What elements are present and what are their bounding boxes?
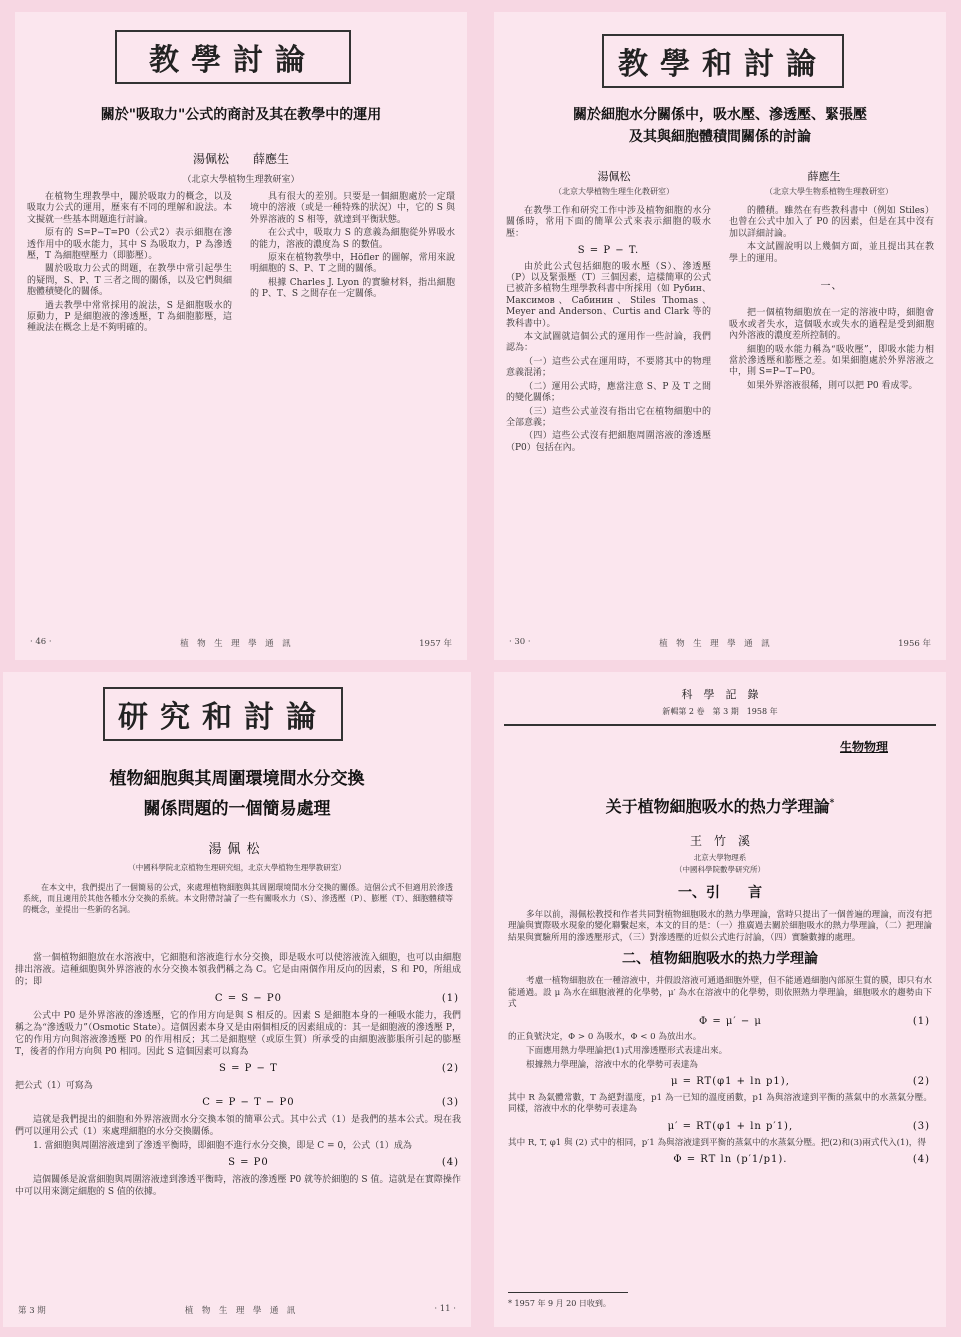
page-footer — [18, 1304, 456, 1316]
paragraph: 多年以前，湯佩松教授和作者共同對植物細胞吸水的熱力學理論，當時只提出了一個普遍的理論，而沒有把理論與實際吸水現象的變化聯繫起來，本文的目的是：（一）推廣過去關於細胞吸水的熱力學理論，（二）把理論結果與實驗所用的滲透壓形式，（三）對滲透壓的近似公式進行討論，（四）實驗數據的處理。 — [508, 909, 932, 943]
paragraph: （二）運用公式時，應當注意 S、P 及 T 之間的變化關係； — [506, 381, 711, 404]
section-heading-1: 一、引 言 — [678, 885, 762, 901]
column-left — [506, 206, 711, 631]
footer-page: · 30 · — [509, 637, 531, 647]
equation-4 — [508, 1154, 932, 1166]
article-title-line2: 關係問題的一個簡易處理 — [143, 799, 331, 819]
article-title — [504, 794, 936, 817]
equation-number: (4) — [441, 1157, 459, 1168]
section-number: 一、 — [820, 281, 843, 293]
equation-number: (4) — [912, 1154, 930, 1166]
equation-text: C = P − T − P0 — [202, 1097, 295, 1108]
equation-3 — [508, 1121, 932, 1133]
article-authors: 湯佩松 薛應生 — [192, 152, 289, 166]
paragraph: 其中 R 為氣體常數，T 為絕對溫度，p1 為一已知的溫度函數，p1 為與溶液達到平衡的蒸氣中的水蒸氣分壓。同樣，溶液中水的化學勢可表達為 — [508, 1092, 932, 1115]
footer-journal: 植 物 生 理 學 通 訊 — [184, 1306, 296, 1316]
footer-year: 1956 年 — [898, 639, 931, 649]
equation-number: (1) — [441, 993, 459, 1004]
paragraph: （一）這些公式在運用時，不要將其中的物理意義混淆； — [506, 356, 711, 379]
equation-number: (2) — [912, 1076, 930, 1088]
column-left — [27, 192, 232, 632]
paragraph: 考慮一植物細胞放在一種溶液中，并假設溶液可通過細胞外壁，但不能通過細胞內部原生質的膜，即只有水能通過。設 μ 為水在細胞液裡的化學勢，μ′ 為水在溶液中的化學勢，則依照熱力學理論，細胞吸水的趨勢由下式 — [508, 975, 932, 1010]
affiliation-1: （北京大學植物生理生化教研室） — [554, 187, 674, 196]
paragraph: 這個關係是說當細胞與周圍溶液達到滲透平衡時，溶液的滲透壓 P0 就等於細胞的 S 值。這就是在實際操作中可以用來測定細胞的 S 值的依據。 — [15, 1175, 461, 1197]
footer-journal: 植 物 生 理 學 通 訊 — [180, 639, 291, 649]
paragraph: 具有很大的差別。只要是一個細胞處於一定環境中的溶液（或是一種特殊的狀況）中，它的 S 與外界溶液的 S 相等，就達到平衡狀態。 — [250, 192, 455, 225]
banner-box — [103, 687, 343, 741]
formula: S = P − T. — [577, 245, 640, 257]
paragraph: 把一個植物細胞放在一定的溶液中時，細胞會吸水或者失水，這個吸水或失水的過程是受到細胞內外溶液的濃度差所控制的。 — [729, 308, 934, 342]
paragraph: 這就是我們提出的細胞和外界溶液間水分交換本領的簡單公式。其中公式（1）是我們的基本公式。現在我們可以運用公式（1）來處理細胞的水分交換關係。 — [15, 1115, 461, 1137]
equation-1 — [15, 993, 461, 1005]
column-right — [729, 206, 934, 631]
equation-2 — [508, 1076, 932, 1088]
equation-number: (3) — [912, 1120, 930, 1132]
equation-4 — [15, 1157, 461, 1169]
paragraph: 的正負號決定，Φ > 0 為吸水，Φ < 0 為放出水。 — [508, 1032, 702, 1043]
footnote: * 1957 年 9 月 20 日收到。 — [508, 1299, 611, 1308]
affiliation-2: （北京大學生物系植物生理教研室） — [765, 187, 893, 196]
paragraph: 其中 R, T, φ1 與 (2) 式中的相同，p′1 為與溶液達到平衡的蒸氣中的水蒸氣分壓。把(2)和(3)兩式代入(1)，得 — [508, 1137, 926, 1148]
article-title-text: 关于植物細胞吸水的热力学理論 — [605, 797, 830, 816]
abstract — [23, 882, 453, 917]
page-footer — [509, 637, 931, 649]
banner-text: 教學和討論 — [618, 47, 828, 82]
paragraph: 過去教學中常常採用的說法，S 是細胞吸水的原動力，P 是細胞液的滲透壓，T 為細胞膨壓，這種說法在概念上是不夠明確的。 — [27, 300, 232, 334]
equation-text: C = S − P0 — [214, 993, 282, 1004]
paragraph: 本文試圖說明以上幾個方面，並且提出其在教學上的運用。 — [729, 242, 934, 264]
abstract-text: 在本文中，我們提出了一個簡易的公式，來處理植物細胞與其周圍環境間水分交換的關係。這個公式不但適用於滲透系統，而且適用於其他各種水分交換的系統。本文附帶討論了一些有關吸水力（S）、滲透壓（P）、膨壓（T）、細胞體積等的概念，並提出一些新的名詞。 — [23, 883, 453, 914]
paragraph: 如果外界溶液很稀，則可以把 P0 看成零。 — [747, 380, 918, 391]
article-title-line1: 關於細胞水分關係中，吸水壓、滲透壓、緊張壓 — [573, 107, 867, 123]
section-heading-2: 二、植物細胞吸水的热力学理論 — [622, 951, 818, 968]
paragraph: 下面應用熱力學理論把(1)式用滲透壓形式表達出來。 — [526, 1045, 728, 1056]
equation-text: μ′ = RT(φ1 + ln p′1), — [667, 1120, 794, 1132]
footer-year: 1957 年 — [419, 639, 452, 649]
equation-text: S = P − T — [219, 1063, 278, 1074]
paragraph: 原有的 S=P−T=P0（公式2）表示細胞在滲透作用中的吸水能力，其中 S 為吸取力，P 為滲透壓，T 為細胞壁壓力（即膨壓）。 — [27, 228, 232, 262]
equation-text: Φ = μ′ − μ — [698, 1015, 762, 1027]
article-author: 王 竹 溪 — [689, 834, 750, 848]
footer-journal: 植 物 生 理 學 通 訊 — [659, 639, 770, 649]
equation-number: (1) — [912, 1015, 930, 1027]
page-footer — [30, 637, 452, 649]
author-2: 薛應生 — [807, 170, 841, 183]
affiliation-2: （中國科學院數學研究所） — [675, 865, 765, 874]
header-rule — [504, 724, 936, 726]
article-panel-bottom-right — [494, 672, 946, 1327]
body-text — [508, 878, 932, 1283]
footer-page: · 46 · — [30, 637, 52, 647]
paragraph: （四）這些公式沒有把細胞周圍溶液的滲透壓（P0）包括在內。 — [506, 431, 711, 453]
paragraph: 在公式中，吸取力 S 的意義為細胞從外界吸水的能力，溶液的濃度為 S 的數值。 — [250, 228, 455, 250]
equation-number: (2) — [441, 1063, 459, 1074]
article-panel-top-right — [494, 12, 946, 660]
article-panel-top-left — [15, 12, 467, 660]
equation-1 — [508, 1016, 932, 1028]
banner-text: 研究和討論 — [118, 700, 328, 735]
paragraph: 在植物生理教學中，關於吸取力的概念，以及吸取力公式的運用，歷來有不同的理解和說法。本文擬就一些基本問題進行討論。 — [27, 192, 232, 225]
paragraph: 本文試圖就這個公式的運用作一些討論，我們認為： — [506, 332, 711, 354]
article-author: 湯佩松 — [208, 842, 266, 857]
paragraph: 根據 Charles J. Lyon 的實驗材料，指出細胞的 P、T、S 之間存在一定關係。 — [250, 277, 455, 300]
paragraph: 原來在植物教學中，Höfler 的圖解，常用來說明細胞的 S、P、T 之間的關係。 — [250, 253, 455, 275]
equation-text: S = P0 — [228, 1157, 269, 1168]
category-label: 生物物理 — [839, 740, 888, 754]
banner-text: 教學討論 — [149, 43, 317, 78]
paragraph: 當一個植物細胞放在水溶液中，它細胞和溶液進行水分交換，即是吸水可以使溶液流入細胞，也可以由細胞排出溶液。這種細胞與外界溶液的水分交換本領我們稱之為 C。它是由兩個作用反向的因素，S 和 P0，所組成的；即 — [15, 953, 461, 987]
article-title: 關於"吸取力"公式的商討及其在教學中的運用 — [100, 107, 382, 123]
paragraph: 關於吸取力公式的問題，在教學中常引起學生的疑問，S、P、T 三者之間的關係，以及它們與細胞體積變化的關係。 — [27, 264, 232, 298]
banner-box — [115, 30, 351, 84]
author-1: 湯佩松 — [597, 170, 631, 183]
footer-page: · 11 · — [434, 1304, 456, 1314]
equation-3 — [15, 1097, 461, 1109]
paragraph: 把公式（1）可寫為 — [15, 1081, 93, 1091]
journal-name: 科 學 記 錄 — [681, 688, 759, 701]
affiliation-1: 北京大學物理系 — [693, 853, 747, 862]
article-title-line2: 及其與細胞體積間關係的討論 — [629, 129, 811, 145]
paragraph: 1. 當細胞與周圍溶液達到了滲透平衡時，即細胞不進行水分交換，即是 C = 0，公式（1）成為 — [33, 1141, 412, 1151]
equation-2 — [15, 1063, 461, 1075]
article-title-line1: 植物細胞與其周圍環境間水分交換 — [109, 769, 365, 789]
paragraph: 在教學工作和研究工作中涉及植物細胞的水分關係時，常用下面的簡單公式來表示細胞的吸水壓： — [506, 206, 711, 239]
column-right — [250, 192, 455, 632]
paragraph: 由於此公式包括細胞的吸水壓（S）、滲透壓（P）以及緊張壓（T）三個因素，這樣簡單的公式已被許多植物生理學教科書中所採用（如 Рубин、Максимов、Сабинин、Stiles Thomas、Meyer and Anderson、Curtis and Clark 等的教科書中）。 — [506, 261, 711, 329]
article-affiliation: （北京大學植物生理教研室） — [182, 175, 300, 185]
journal-issue: 新輯第 2 卷 第 3 期 1958 年 — [662, 707, 778, 716]
equation-number: (3) — [441, 1097, 459, 1108]
paragraph: 細胞的吸水能力稱為“吸收壓”，即吸水能力相當於滲透壓和膨壓之差。如果細胞處於外界溶液之中，則 S=P−T−P0。 — [729, 344, 934, 378]
article-affiliation: （中國科學院北京植物生理研究組，北京大學植物生理學教研室） — [128, 863, 346, 872]
title-footnote-mark: * — [829, 798, 835, 809]
paragraph: 公式中 P0 是外界溶液的滲透壓，它的作用方向是與 S 相反的。因素 S 是細胞本身的一種吸水能力，我們稱之為“滲透吸力”（Osmotic State）。這個因素本身又是由兩個相反的因素組成的：其一是細胞液的滲透壓 P，它的作用方向與溶液滲透壓 P0 的作用相反；其二是細胞壁（或原生質）所承受的由細胞液膨脹所引起的膨壓 T，後者的作用方向與 P0 相同。因此 S 這個因素可以寫為 — [15, 1011, 461, 1057]
equation-text: μ = RT(φ1 + ln p1), — [670, 1076, 790, 1088]
article-panel-bottom-left — [3, 672, 471, 1327]
footer-issue: 第 3 期 — [18, 1306, 46, 1316]
paragraph: （三）這些公式並沒有指出它在植物細胞中的全部意義； — [506, 406, 711, 428]
footnote-rule — [508, 1292, 628, 1293]
paragraph: 根據熱力學理論，溶液中水的化學勢可表達為 — [526, 1059, 698, 1070]
paragraph: 的體積。雖然在有些教科書中（例如 Stiles）也曾在公式中加入了 P0 的因素，但是在其中沒有加以詳細討論。 — [729, 206, 934, 239]
body-text — [15, 952, 461, 1292]
equation-text: Φ = RT ln (p′1/p1). — [673, 1154, 788, 1166]
banner-box — [602, 34, 844, 88]
